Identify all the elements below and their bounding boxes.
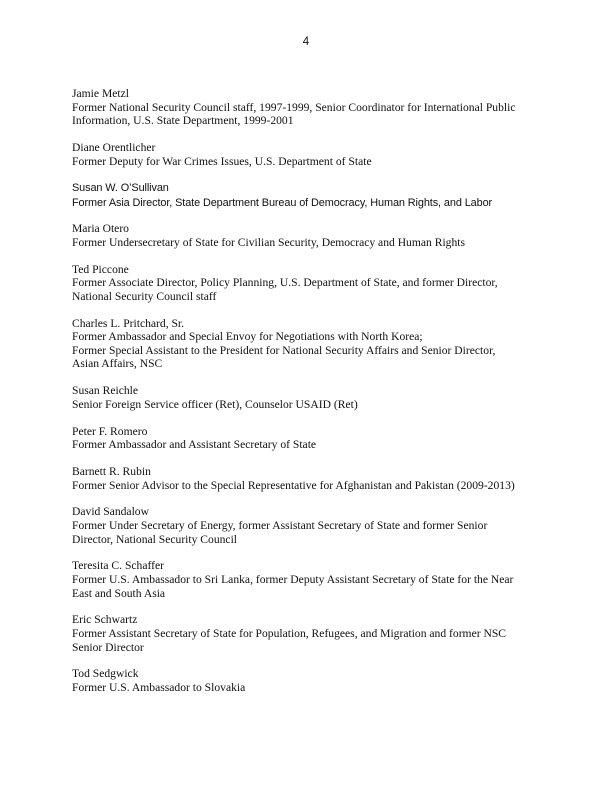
signatory-title-line: Former National Security Council staff, 1997-1999, Senior Coordinator for International Public xyxy=(72,100,516,114)
signatory-title-line: Former U.S. Ambassador to Sri Lanka, former Deputy Assistant Secretary of State for the Near xyxy=(72,572,514,586)
signatory-entry xyxy=(72,222,542,249)
signatory-title-line: Former Ambassador and Assistant Secretary of State xyxy=(72,438,317,452)
signatory-title-line: Former Asia Director, State Department Bureau of Democracy, Human Rights, and Labor xyxy=(72,196,493,209)
signatory-entry xyxy=(72,384,542,411)
signatory-entry xyxy=(72,613,542,654)
signatory-entry xyxy=(72,465,542,492)
signatory-title-line: Former Under Secretary of Energy, former Assistant Secretary of State and former Senior xyxy=(72,518,488,532)
signatory-entry xyxy=(72,425,542,452)
signatory-title-line: East and South Asia xyxy=(72,586,166,600)
signatory-title-line: Information, U.S. State Department, 1999-2001 xyxy=(72,114,294,128)
signatory-name: David Sandalow xyxy=(72,505,149,519)
signatory-entry xyxy=(72,505,542,546)
signatory-title-line: Former Assistant Secretary of State for Population, Refugees, and Migration and former NSC xyxy=(72,626,507,640)
signatory-title-line: Former Undersecretary of State for Civilian Security, Democracy and Human Rights xyxy=(72,235,465,249)
signatory-entry xyxy=(72,559,542,600)
signatory-name: Teresita C. Schaffer xyxy=(72,559,165,573)
signatory-entry xyxy=(72,181,542,209)
signatory-title-line: Asian Affairs, NSC xyxy=(72,357,163,371)
signatory-name: Diane Orentlicher xyxy=(72,140,156,154)
signatory-entry xyxy=(72,667,542,694)
signatory-name: Charles L. Pritchard, Sr. xyxy=(72,316,185,330)
signatory-name: Barnett R. Rubin xyxy=(72,465,151,478)
signatory-title-line: Director, National Security Council xyxy=(72,532,238,546)
signatory-name: Peter F. Romero xyxy=(72,424,148,438)
signatory-entry xyxy=(72,263,542,304)
signatory-name: Susan W. O’Sullivan xyxy=(72,182,169,195)
signatory-name: Tod Sedgwick xyxy=(72,667,139,681)
signatory-name: Susan Reichle xyxy=(72,384,139,398)
signatory-title-line: Former Special Assistant to the President for National Security Affairs and Senior Director, xyxy=(72,343,496,357)
signatory-list xyxy=(72,87,542,708)
signatory-entry xyxy=(72,317,542,371)
signatory-title-line: Former Deputy for War Crimes Issues, U.S. Department of State xyxy=(72,154,372,168)
signatory-name: Maria Otero xyxy=(72,222,129,236)
signatory-name: Ted Piccone xyxy=(72,262,129,276)
signatory-name: Eric Schwartz xyxy=(72,613,138,627)
signatory-title-line: Former U.S. Ambassador to Slovakia xyxy=(72,680,246,694)
page-number: 4 xyxy=(302,36,310,48)
signatory-title-line: Former Associate Director, Policy Planning, U.S. Department of State, and former Director, xyxy=(72,276,498,290)
signatory-entry xyxy=(72,141,542,168)
signatory-name: Jamie Metzl xyxy=(72,87,129,100)
signatory-entry xyxy=(72,87,542,128)
signatory-title-line: Former Ambassador and Special Envoy for Negotiations with North Korea; xyxy=(72,330,423,344)
signatory-title-line: Senior Foreign Service officer (Ret), Counselor USAID (Ret) xyxy=(72,397,358,411)
signatory-title-line: National Security Council staff xyxy=(72,289,217,303)
signatory-title-line: Senior Director xyxy=(72,640,144,654)
signatory-title-line: Former Senior Advisor to the Special Representative for Afghanistan and Pakistan (2009-2013) xyxy=(72,478,515,492)
